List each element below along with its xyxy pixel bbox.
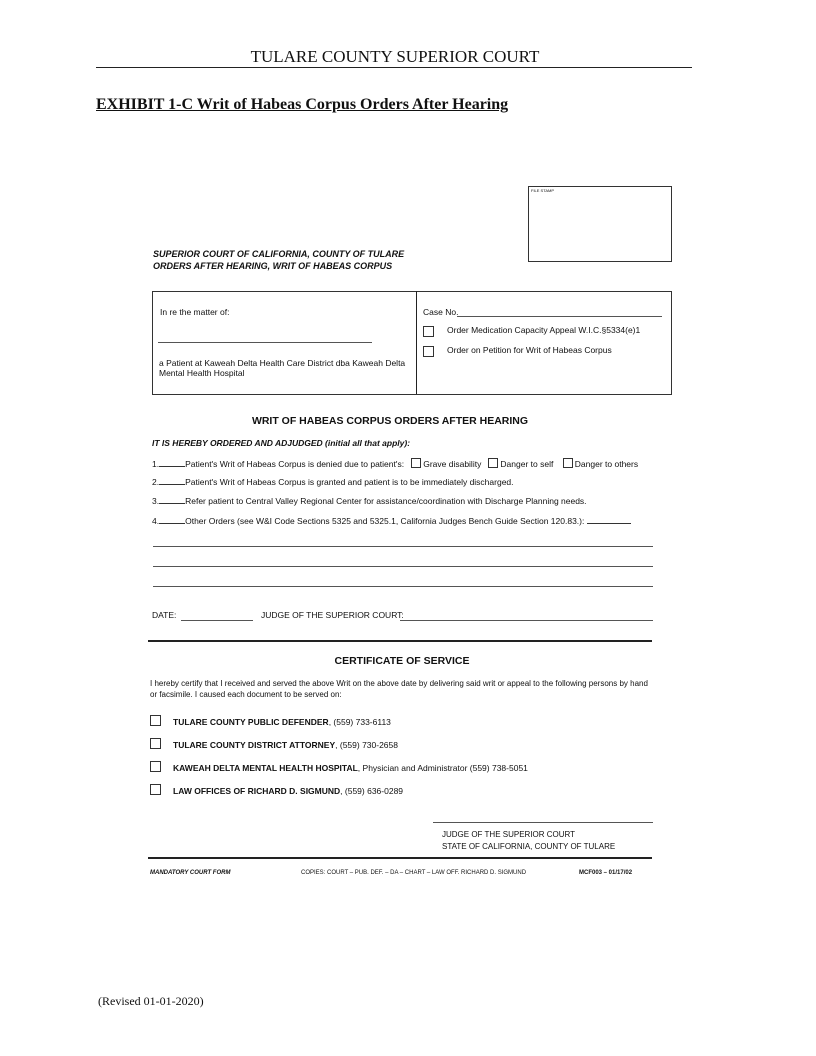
date-label: DATE:: [152, 610, 177, 620]
order-num: 1.: [152, 459, 160, 469]
court-heading-line-1: SUPERIOR COURT OF CALIFORNIA, COUNTY OF TULARE: [153, 249, 405, 259]
service-item: [150, 711, 528, 734]
footer-right: MCF003 – 01/17/02: [579, 870, 633, 876]
case-no-line[interactable]: [457, 316, 662, 317]
order-num: 4.: [152, 516, 160, 526]
court-header: TULARE COUNTY SUPERIOR COURT: [250, 47, 540, 66]
initial-line[interactable]: [159, 503, 185, 504]
footer-left: MANDATORY COURT FORM: [150, 870, 231, 876]
other-orders-line[interactable]: [153, 566, 653, 567]
service-name: LAW OFFICES OF RICHARD D. SIGMUND: [173, 786, 341, 796]
danger-to-others-checkbox[interactable]: [563, 458, 573, 468]
order-text: Patient's Writ of Habeas Corpus is granted and patient is to be immediately discharged.: [185, 477, 514, 487]
caption-divider: [416, 291, 417, 394]
other-orders-line[interactable]: [587, 523, 631, 524]
order-3: [152, 496, 587, 506]
revised-date: (Revised 01-01-2020): [98, 994, 204, 1008]
order-text: Refer patient to Central Valley Regional Center for assistance/coordination with Discharge Planning needs.: [185, 496, 587, 506]
service-checkbox[interactable]: [150, 715, 161, 726]
initial-line[interactable]: [159, 466, 185, 467]
service-item: [150, 780, 528, 803]
option-label: Danger to self: [500, 459, 554, 469]
grave-disability-checkbox[interactable]: [411, 458, 421, 468]
order-num: 3.: [152, 496, 160, 506]
signature-title: JUDGE OF THE SUPERIOR COURT: [442, 830, 576, 839]
judge-signature-line[interactable]: [433, 822, 653, 823]
other-orders-line[interactable]: [153, 586, 653, 587]
in-re-label: In re the matter of:: [160, 307, 230, 317]
initial-line[interactable]: [159, 523, 185, 524]
ordered-italic: initial all that apply: [327, 438, 405, 448]
certificate-title: CERTIFICATE OF SERVICE: [334, 655, 470, 667]
medication-appeal-checkbox[interactable]: [423, 326, 434, 337]
order-text: Patient's Writ of Habeas Corpus is denied due to patient's:: [185, 459, 405, 469]
court-heading-line-2: ORDERS AFTER HEARING, WRIT OF HABEAS CORPUS: [153, 261, 393, 271]
judge-label: JUDGE OF THE SUPERIOR COURT:: [261, 610, 404, 620]
service-detail: , Physician and Administrator (559) 738-5051: [357, 763, 528, 773]
order-num: 2.: [152, 477, 160, 487]
section-rule: [148, 640, 652, 642]
service-checkbox[interactable]: [150, 784, 161, 795]
service-name: KAWEAH DELTA MENTAL HEALTH HOSPITAL: [173, 763, 358, 773]
ordered-suffix: ):: [404, 438, 411, 448]
other-orders-line[interactable]: [153, 546, 653, 547]
service-name: TULARE COUNTY PUBLIC DEFENDER: [173, 717, 329, 727]
certificate-text: I hereby certify that I received and served the above Writ on the above date by delivering said writ or appeal to the following persons by hand or facsimile. I caused each document to be served on:: [150, 679, 648, 699]
order-2: [152, 477, 514, 487]
service-item: [150, 734, 528, 757]
service-checkbox[interactable]: [150, 738, 161, 749]
ordered-prefix: IT IS HEREBY ORDERED AND ADJUDGED (: [152, 438, 328, 448]
file-stamp-label: FILE STAMP: [531, 188, 555, 193]
signature-court: STATE OF CALIFORNIA, COUNTY OF TULARE: [442, 842, 616, 851]
option-label: Danger to others: [574, 459, 639, 469]
ordered-statement: [152, 438, 410, 448]
orders-title: WRIT OF HABEAS CORPUS ORDERS AFTER HEARING: [251, 415, 529, 427]
footer-center: COPIES: COURT – PUB. DEF. – DA – CHART – LAW OFF. RICHARD D. SIGMUND: [301, 870, 527, 876]
judge-signature-line[interactable]: [400, 620, 653, 621]
caption-box: [152, 291, 672, 395]
service-item: [150, 757, 528, 780]
habeas-petition-label: Order on Petition for Writ of Habeas Corpus: [447, 345, 612, 355]
order-4: [152, 516, 631, 526]
date-line[interactable]: [181, 620, 253, 621]
service-detail: , (559) 733-6113: [328, 717, 391, 727]
service-name: TULARE COUNTY DISTRICT ATTORNEY: [173, 740, 336, 750]
service-list: [150, 711, 528, 803]
service-checkbox[interactable]: [150, 761, 161, 772]
service-detail: , (559) 636-0289: [340, 786, 404, 796]
order-1: [152, 458, 638, 469]
footer-rule: [148, 857, 652, 859]
patient-name-line[interactable]: [158, 342, 372, 343]
file-stamp-box: [528, 186, 672, 262]
medication-appeal-label: Order Medication Capacity Appeal W.I.C.§5334(e)1: [447, 325, 641, 335]
danger-to-self-checkbox[interactable]: [488, 458, 498, 468]
exhibit-title: EXHIBIT 1-C Writ of Habeas Corpus Orders After Hearing: [96, 96, 509, 113]
signature-block: [442, 829, 615, 853]
case-no-label: Case No.: [423, 307, 459, 317]
header-rule: [96, 67, 692, 68]
service-detail: , (559) 730-2658: [335, 740, 398, 750]
order-text: Other Orders (see W&I Code Sections 5325 and 5325.1, California Judges Bench Guide Section 120.83.):: [185, 516, 585, 526]
court-heading: [153, 248, 404, 272]
initial-line[interactable]: [159, 484, 185, 485]
patient-description: a Patient at Kaweah Delta Health Care District dba Kaweah Delta Mental Health Hospital: [159, 358, 406, 378]
option-label: Grave disability: [423, 459, 482, 469]
habeas-petition-checkbox[interactable]: [423, 346, 434, 357]
